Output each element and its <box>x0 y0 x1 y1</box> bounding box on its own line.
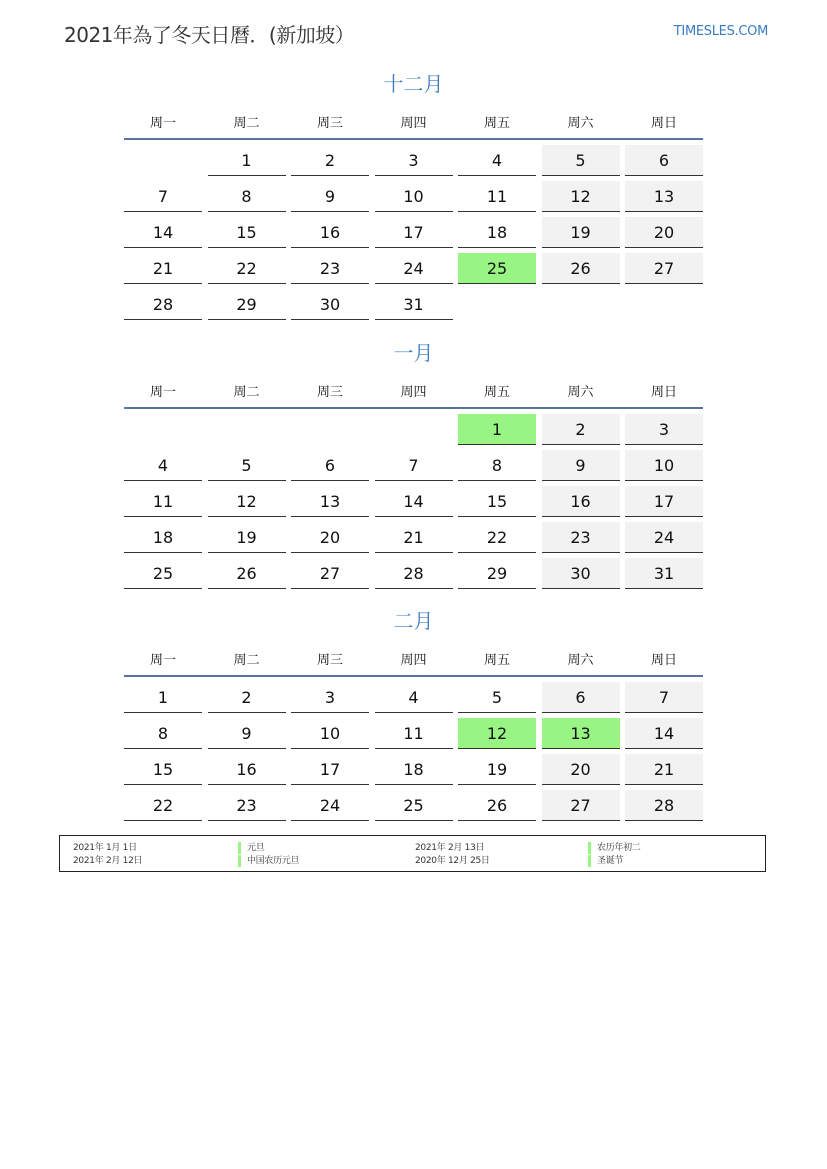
day-cell: 30 <box>542 558 620 589</box>
empty-day-cell <box>458 289 536 320</box>
day-cell: 17 <box>625 486 703 517</box>
day-cell: 16 <box>542 486 620 517</box>
weekday-label: 周二 <box>233 652 260 668</box>
day-cell: 19 <box>542 217 620 248</box>
day-cell: 20 <box>542 754 620 785</box>
day-cell: 23 <box>542 522 620 553</box>
day-cell: 26 <box>208 558 286 589</box>
day-cell: 23 <box>208 790 286 821</box>
day-cell: 26 <box>542 253 620 284</box>
month-title: 二月 <box>393 609 434 633</box>
day-cell: 21 <box>625 754 703 785</box>
day-cell: 31 <box>375 289 453 320</box>
month-title: 十二月 <box>383 72 444 96</box>
day-cell: 15 <box>124 754 202 785</box>
day-cell: 12 <box>458 718 536 749</box>
weekday-label: 周六 <box>567 652 594 668</box>
day-cell: 6 <box>291 450 369 481</box>
weeks-grid <box>124 682 703 821</box>
empty-day-cell <box>625 289 703 320</box>
week-row <box>124 718 703 749</box>
week-row <box>124 486 703 517</box>
day-cell: 12 <box>542 181 620 212</box>
day-cell: 5 <box>542 145 620 176</box>
day-cell: 21 <box>375 522 453 553</box>
weeks-grid <box>124 145 703 320</box>
day-cell: 27 <box>625 253 703 284</box>
site-link[interactable]: TIMESLES.COM <box>673 24 768 39</box>
holiday-name: 中国农历元旦 <box>238 855 299 867</box>
weekday-label: 周三 <box>316 652 343 668</box>
weekday-label: 周一 <box>149 115 176 131</box>
day-cell: 10 <box>625 450 703 481</box>
weekday-label: 周五 <box>483 652 510 668</box>
week-row <box>124 450 703 481</box>
holiday-name: 圣诞节 <box>588 855 623 867</box>
week-row <box>124 145 703 176</box>
weekday-label: 周五 <box>483 115 510 131</box>
day-cell: 7 <box>375 450 453 481</box>
day-cell: 15 <box>458 486 536 517</box>
day-cell: 11 <box>458 181 536 212</box>
weekday-label: 周三 <box>316 384 343 400</box>
day-cell: 9 <box>208 718 286 749</box>
day-cell: 4 <box>375 682 453 713</box>
day-cell: 15 <box>208 217 286 248</box>
day-cell: 17 <box>375 217 453 248</box>
day-cell: 18 <box>458 217 536 248</box>
month-title: 一月 <box>393 341 434 365</box>
week-row <box>124 754 703 785</box>
weekday-label: 周一 <box>149 384 176 400</box>
holiday-date: 2020年 12月 25日 <box>415 856 490 866</box>
day-cell: 2 <box>208 682 286 713</box>
day-cell: 18 <box>375 754 453 785</box>
week-row <box>124 682 703 713</box>
day-cell: 20 <box>291 522 369 553</box>
holiday-date: 2021年 2月 13日 <box>415 843 485 853</box>
day-cell: 18 <box>124 522 202 553</box>
week-row <box>124 253 703 284</box>
day-cell: 19 <box>208 522 286 553</box>
day-cell: 26 <box>458 790 536 821</box>
day-cell: 11 <box>124 486 202 517</box>
weekday-label: 周六 <box>567 115 594 131</box>
holiday-name: 农历年初二 <box>588 842 641 854</box>
day-cell: 9 <box>542 450 620 481</box>
empty-day-cell <box>124 414 202 445</box>
weekday-label: 周日 <box>650 115 677 131</box>
weekday-header <box>124 641 703 677</box>
day-cell: 3 <box>625 414 703 445</box>
day-cell: 3 <box>291 682 369 713</box>
weekday-label: 周四 <box>400 652 427 668</box>
day-cell: 25 <box>458 253 536 284</box>
empty-day-cell <box>291 414 369 445</box>
day-cell: 1 <box>124 682 202 713</box>
day-cell: 4 <box>458 145 536 176</box>
weekday-header <box>124 373 703 409</box>
week-row <box>124 414 703 445</box>
day-cell: 28 <box>375 558 453 589</box>
weekday-label: 周四 <box>400 115 427 131</box>
day-cell: 11 <box>375 718 453 749</box>
day-cell: 6 <box>625 145 703 176</box>
holiday-legend <box>59 835 766 872</box>
holiday-name: 元旦 <box>238 842 264 854</box>
day-cell: 16 <box>291 217 369 248</box>
weeks-grid <box>124 414 703 589</box>
day-cell: 25 <box>375 790 453 821</box>
day-cell: 24 <box>291 790 369 821</box>
day-cell: 13 <box>291 486 369 517</box>
day-cell: 31 <box>625 558 703 589</box>
week-row <box>124 522 703 553</box>
weekday-label: 周一 <box>149 652 176 668</box>
weekday-label: 周三 <box>316 115 343 131</box>
month-january <box>124 339 703 594</box>
day-cell: 7 <box>625 682 703 713</box>
weekday-header <box>124 104 703 140</box>
day-cell: 9 <box>291 181 369 212</box>
day-cell: 1 <box>208 145 286 176</box>
weekday-label: 周六 <box>567 384 594 400</box>
day-cell: 7 <box>124 181 202 212</box>
week-row <box>124 181 703 212</box>
day-cell: 8 <box>208 181 286 212</box>
day-cell: 29 <box>458 558 536 589</box>
day-cell: 8 <box>124 718 202 749</box>
day-cell: 23 <box>291 253 369 284</box>
day-cell: 2 <box>542 414 620 445</box>
month-february <box>124 607 703 826</box>
day-cell: 8 <box>458 450 536 481</box>
day-cell: 14 <box>375 486 453 517</box>
weekday-label: 周二 <box>233 115 260 131</box>
empty-day-cell <box>208 414 286 445</box>
week-row <box>124 217 703 248</box>
weekday-label: 周日 <box>650 652 677 668</box>
weekday-label: 周五 <box>483 384 510 400</box>
day-cell: 20 <box>625 217 703 248</box>
weekday-label: 周二 <box>233 384 260 400</box>
day-cell: 4 <box>124 450 202 481</box>
weekday-label: 周四 <box>400 384 427 400</box>
day-cell: 16 <box>208 754 286 785</box>
day-cell: 5 <box>208 450 286 481</box>
day-cell: 24 <box>625 522 703 553</box>
day-cell: 27 <box>542 790 620 821</box>
day-cell: 1 <box>458 414 536 445</box>
day-cell: 21 <box>124 253 202 284</box>
day-cell: 24 <box>375 253 453 284</box>
holiday-date: 2021年 2月 12日 <box>73 856 143 866</box>
day-cell: 22 <box>208 253 286 284</box>
day-cell: 13 <box>625 181 703 212</box>
day-cell: 30 <box>291 289 369 320</box>
day-cell: 3 <box>375 145 453 176</box>
empty-day-cell <box>375 414 453 445</box>
day-cell: 14 <box>625 718 703 749</box>
day-cell: 6 <box>542 682 620 713</box>
day-cell: 10 <box>375 181 453 212</box>
week-row <box>124 790 703 821</box>
empty-day-cell <box>124 145 202 176</box>
day-cell: 13 <box>542 718 620 749</box>
page-title: 2021年為了冬天日曆．(新加坡） <box>64 23 355 47</box>
day-cell: 29 <box>208 289 286 320</box>
holiday-date: 2021年 1月 1日 <box>73 843 137 853</box>
week-row <box>124 558 703 589</box>
day-cell: 5 <box>458 682 536 713</box>
day-cell: 12 <box>208 486 286 517</box>
empty-day-cell <box>542 289 620 320</box>
day-cell: 17 <box>291 754 369 785</box>
day-cell: 22 <box>124 790 202 821</box>
day-cell: 28 <box>124 289 202 320</box>
day-cell: 2 <box>291 145 369 176</box>
month-december <box>124 70 703 325</box>
day-cell: 27 <box>291 558 369 589</box>
week-row <box>124 289 703 320</box>
day-cell: 28 <box>625 790 703 821</box>
day-cell: 10 <box>291 718 369 749</box>
day-cell: 19 <box>458 754 536 785</box>
weekday-label: 周日 <box>650 384 677 400</box>
day-cell: 25 <box>124 558 202 589</box>
day-cell: 14 <box>124 217 202 248</box>
day-cell: 22 <box>458 522 536 553</box>
